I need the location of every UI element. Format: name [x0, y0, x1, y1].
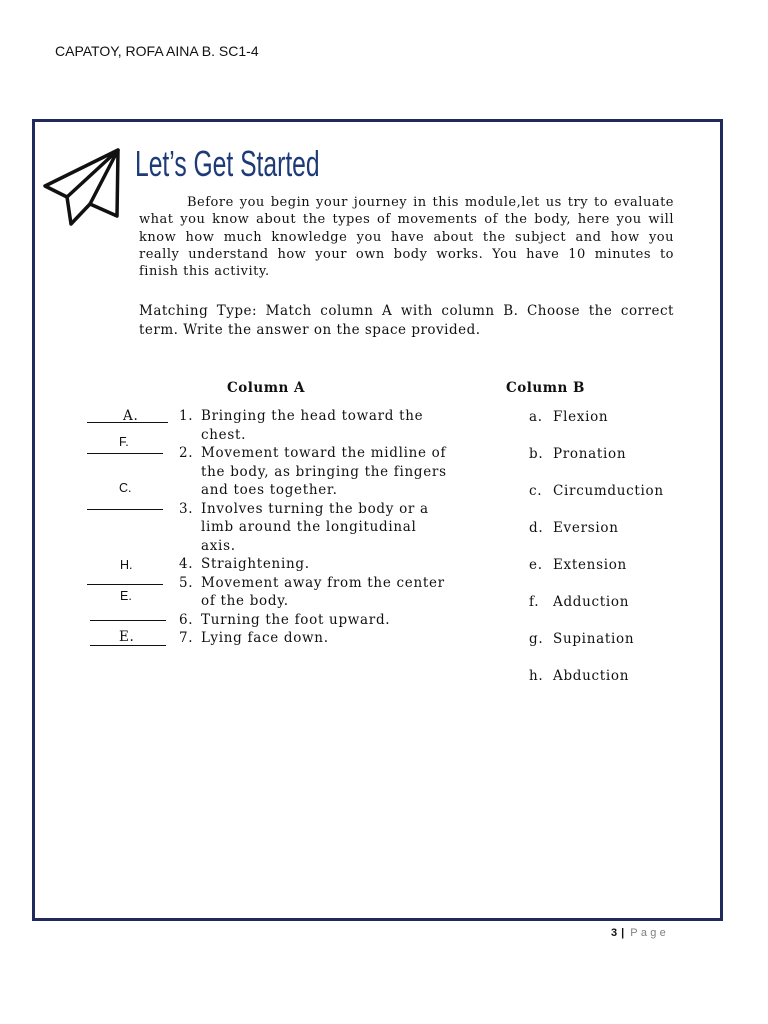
- item-text-line: Lying face down.: [201, 630, 329, 646]
- column-b-item: [529, 630, 699, 667]
- answer-blank: [90, 587, 166, 621]
- item-text-line: and toes together.: [201, 482, 338, 498]
- intro-line: [139, 246, 674, 263]
- column-b-item: [529, 519, 699, 556]
- item-text-line: of the body.: [201, 593, 289, 609]
- item-text-line: axis.: [201, 537, 236, 554]
- item-text-line: Movement toward the midline of: [201, 445, 447, 461]
- item-number: 6.: [179, 611, 194, 628]
- item-number: 5.: [179, 574, 194, 591]
- column-a-item: [179, 574, 459, 611]
- intro-line: [139, 194, 674, 211]
- intro-line: [139, 229, 674, 246]
- answer-text: E.: [119, 629, 135, 645]
- instructions-paragraph: [139, 302, 674, 340]
- answer-text: F.: [119, 435, 129, 449]
- item-letter: d.: [529, 520, 544, 536]
- item-number: 3.: [179, 500, 194, 517]
- column-a-item: [179, 500, 459, 556]
- item-text-line: Turning the foot upward.: [201, 611, 391, 628]
- item-term: Eversion: [553, 520, 619, 536]
- item-term: Adduction: [553, 594, 630, 610]
- item-text-line: Involves turning the body or a: [201, 500, 429, 517]
- answer-text: E.: [120, 589, 132, 603]
- item-letter: f.: [529, 594, 540, 610]
- page-separator: |: [621, 927, 625, 939]
- column-a-item: [179, 407, 459, 444]
- intro-line-text: Before you begin your journey in this module,let us try to evaluate: [187, 195, 674, 210]
- section-title: Let’s Get Started: [135, 143, 320, 184]
- intro-line-text: finish this activity.: [139, 264, 270, 280]
- instruction-line: [139, 321, 674, 340]
- item-text-line: limb around the longitudinal: [201, 519, 417, 535]
- instruction-line-text: term. Write the answer on the space provided.: [139, 322, 481, 338]
- answer-blank: [87, 407, 168, 423]
- column-b-header: Column B: [506, 380, 585, 396]
- paper-airplane-tail: [67, 197, 90, 224]
- column-a-item: [179, 629, 459, 648]
- item-number: 1.: [179, 408, 194, 424]
- item-letter: h.: [529, 668, 544, 684]
- item-number: 7.: [179, 630, 194, 646]
- item-text-line: the body, as bringing the fingers: [201, 463, 447, 480]
- item-term: Abduction: [553, 668, 630, 684]
- item-text-line: Straightening.: [201, 556, 310, 572]
- answer-blank: [87, 556, 163, 585]
- intro-line-text: what you know about the types of movements of the body, here you will: [139, 212, 674, 228]
- column-b-item: [529, 667, 699, 704]
- answer-blank: [90, 628, 166, 646]
- column-b-item: [529, 482, 699, 519]
- item-letter: a.: [529, 409, 543, 425]
- column-a-item: [179, 444, 459, 500]
- page-label: Page: [630, 927, 670, 939]
- answer-text: C.: [119, 481, 132, 495]
- column-a-header: Column A: [227, 380, 305, 396]
- instruction-line: [139, 302, 674, 321]
- item-letter: c.: [529, 483, 543, 499]
- column-a-item: [179, 555, 459, 574]
- intro-line-text: know how much knowledge you have about the subject and how you: [139, 229, 674, 245]
- answer-blank: [87, 479, 163, 510]
- instruction-line-text: Matching Type: Match column A with column B. Choose the correct: [139, 303, 674, 319]
- intro-line-text: really understand how your own body works. You have 10 minutes to: [139, 246, 674, 262]
- item-term: Extension: [553, 557, 627, 573]
- item-number: 4.: [179, 556, 194, 572]
- item-number: 2.: [179, 445, 194, 461]
- student-name-header: CAPATOY, ROFA AINA B. SC1-4: [55, 43, 259, 59]
- item-term: Circumduction: [553, 483, 664, 499]
- item-term: Supination: [553, 631, 635, 647]
- intro-line: [139, 263, 674, 280]
- intro-paragraph: [139, 194, 674, 280]
- item-letter: e.: [529, 557, 543, 573]
- column-b-item: [529, 408, 699, 445]
- item-letter: b.: [529, 446, 544, 462]
- item-text-line: chest.: [201, 426, 247, 443]
- item-term: Flexion: [553, 409, 609, 425]
- answer-text: H.: [120, 558, 133, 572]
- item-term: Pronation: [553, 446, 627, 462]
- column-b-item: [529, 556, 699, 593]
- intro-line: [139, 211, 674, 228]
- page-footer: [611, 926, 669, 940]
- column-b-item: [529, 445, 699, 482]
- paper-airplane-icon: [40, 145, 140, 230]
- column-b-item: [529, 593, 699, 630]
- answer-text: A.: [123, 408, 139, 424]
- column-a-item: [179, 611, 459, 630]
- column-b-list: [529, 408, 699, 704]
- page-number: 3: [611, 927, 618, 939]
- item-letter: g.: [529, 631, 544, 647]
- answer-blank: [87, 433, 163, 454]
- item-text-line: Bringing the head toward the: [201, 408, 424, 424]
- column-a-list: [179, 407, 459, 648]
- item-text-line: Movement away from the center: [201, 574, 445, 591]
